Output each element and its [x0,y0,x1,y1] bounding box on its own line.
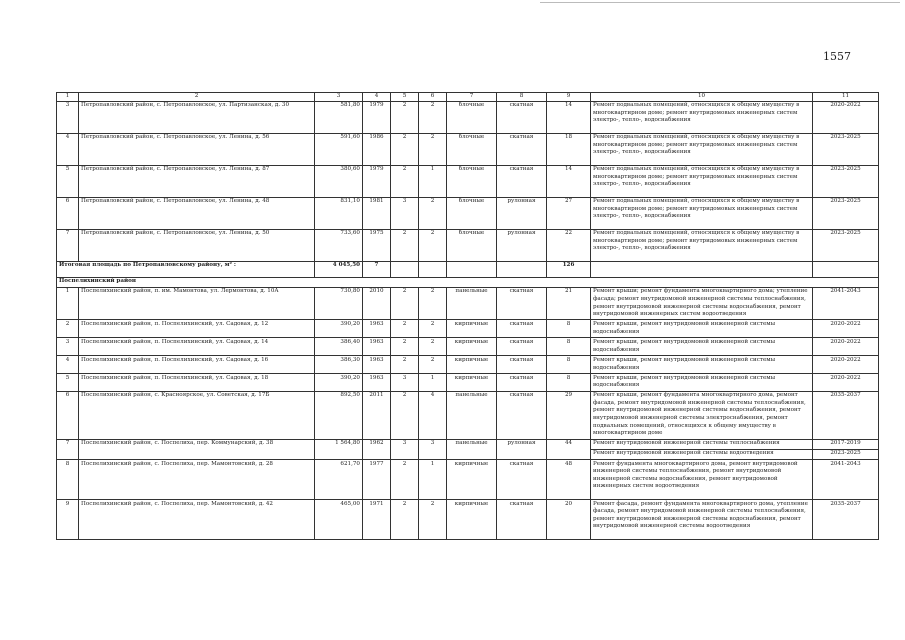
cell-res: 8 [547,373,591,391]
cell-addr: Поспелихинский район, с. Поспелиха, пер. Мамонтовский, д. 28 [79,459,315,499]
column-number-9: 9 [547,93,591,102]
cell-works: Ремонт подвальных помещений, относящихся к общему имуществу в многоквартирном доме; ремонт внутридомовых инженерных систем электро-, тепло-, водоснабжения [591,197,813,229]
cell-year: 1979 [363,165,391,197]
cell-area: 581,80 [315,101,363,133]
cell-year: 1981 [363,197,391,229]
cell-addr: Петропавловский район, с. Петропавловское, ул. Партизанская, д. 30 [79,101,315,133]
scan-edge-line [540,2,900,3]
cell-res: 14 [547,101,591,133]
column-number-6: 6 [419,93,447,102]
cell-floors: 2 [391,229,419,261]
cell-year: 1971 [363,499,391,539]
column-number-4: 4 [363,93,391,102]
cell-floors: 3 [391,373,419,391]
cell-n: 3 [57,338,79,356]
column-number-row [57,93,879,102]
cell-works: Ремонт внутридомовой инженерной системы теплоснабжения [591,439,813,449]
cell-roof: скатная [497,373,547,391]
cell-addr: Петропавловский район, с. Петропавловское, ул. Ленина, д. 56 [79,133,315,165]
cell-walls: блочные [447,101,497,133]
cell-works: Ремонт фундамента многоквартирного дома, ремонт внутридомовой инженерной системы теплоснабжения, ремонт внутридомовой инженерной системы водоснабжения, ремонт внутридомовой инженерных систем водоотведения [591,459,813,499]
table-row [57,101,879,133]
cell-res: 44 [547,439,591,459]
cell-area: 390,20 [315,373,363,391]
cell-area: 730,80 [315,287,363,320]
table-row [57,165,879,197]
table-row [57,356,879,374]
cell-addr: Поспелихинский район, п. им. Мамонтова, ул. Лермонтова, д. 10А [79,287,315,320]
cell-walls: панельные [447,439,497,459]
cell-roof: рулонная [497,197,547,229]
cell-addr: Поспелихинский район, с. Поспелиха, пер. Коммунарский, д. 38 [79,439,315,459]
cell-works: Ремонт подвальных помещений, относящихся к общему имуществу в многоквартирном доме; ремонт внутридомовых инженерных систем электро-, тепло-, водоснабжения [591,133,813,165]
cell-n: 6 [57,197,79,229]
table-row [57,373,879,391]
cell-addr: Поспелихинский район, с. Поспелиха, пер. Мамонтовский, д. 42 [79,499,315,539]
cell-ent: 2 [419,133,447,165]
cell-works: Ремонт крыши, ремонт внутридомовой инженерной системы водоснабжения [591,320,813,338]
cell-walls: кирпичные [447,499,497,539]
cell-walls: блочные [447,165,497,197]
cell-works: Ремонт крыши, ремонт внутридомовой инженерной системы водоснабжения [591,373,813,391]
cell-period: 2023-2025 [813,133,879,165]
cell-roof: скатная [497,320,547,338]
cell-area: 386,30 [315,356,363,374]
cell-walls: блочные [447,197,497,229]
section-title: Поспелихинский район [57,277,879,287]
cell-n: 3 [57,101,79,133]
cell-works: Ремонт крыши, ремонт внутридомовой инженерной системы водоснабжения [591,338,813,356]
cell-addr: Петропавловский район, с. Петропавловское, ул. Ленина, д. 87 [79,165,315,197]
cell-res: 20 [547,499,591,539]
cell-res: 21 [547,287,591,320]
column-number-10: 10 [591,93,813,102]
cell-works: Ремонт подвальных помещений, относящихся к общему имуществу в многоквартирном доме; ремонт внутридомовых инженерных систем электро-, тепло-, водоснабжения [591,165,813,197]
cell-area: 390,20 [315,320,363,338]
empty-cell [497,261,547,277]
cell-addr: Поспелихинский район, п. Поспелихинский, ул. Садовая, д. 14 [79,338,315,356]
page-number: 1557 [823,50,851,63]
cell-year: 1963 [363,356,391,374]
cell-period: 2023-2025 [813,229,879,261]
cell-works: Ремонт крыши; ремонт фундамента многоквартирного дома; утепление фасада; ремонт внутридомовой инженерной системы теплоснабжения, ремонт внутридомовой инженерной системы водоснабжения, ремонт внутридомовой инженерных систем водоотведения [591,287,813,320]
cell-year: 1963 [363,373,391,391]
cell-period: 2023-2025 [813,449,879,459]
cell-n: 7 [57,439,79,459]
cell-floors: 2 [391,356,419,374]
cell-floors: 3 [391,197,419,229]
cell-ent: 2 [419,320,447,338]
table-row [57,133,879,165]
cell-floors: 2 [391,165,419,197]
cell-floors: 2 [391,287,419,320]
cell-period: 2017-2019 [813,439,879,449]
cell-floors: 2 [391,320,419,338]
cell-period: 2041-2043 [813,459,879,499]
cell-year: 1986 [363,133,391,165]
cell-addr: Поспелихинский район, п. Поспелихинский, ул. Садовая, д. 12 [79,320,315,338]
cell-ent: 2 [419,356,447,374]
cell-walls: кирпичные [447,356,497,374]
cell-ent: 2 [419,101,447,133]
cell-ent: 2 [419,287,447,320]
column-number-3: 3 [315,93,363,102]
total-row [57,261,879,277]
table-row [57,320,879,338]
cell-addr: Петропавловский район, с. Петропавловское, ул. Ленина, д. 50 [79,229,315,261]
cell-n: 1 [57,287,79,320]
total-count: 7 [363,261,391,277]
cell-area: 733,60 [315,229,363,261]
cell-res: 18 [547,133,591,165]
cell-ent: 2 [419,499,447,539]
cell-walls: кирпичные [447,373,497,391]
cell-walls: кирпичные [447,338,497,356]
cell-res: 22 [547,229,591,261]
cell-period: 2041-2043 [813,287,879,320]
cell-roof: скатная [497,459,547,499]
cell-res: 8 [547,356,591,374]
cell-year: 1975 [363,229,391,261]
cell-area: 380,60 [315,165,363,197]
cell-period: 2020-2022 [813,373,879,391]
table-row [57,338,879,356]
cell-floors: 2 [391,391,419,439]
cell-addr: Поспелихинский район, с. Красноярское, ул. Советская, д. 17Б [79,391,315,439]
cell-res: 27 [547,197,591,229]
cell-area: 386,40 [315,338,363,356]
cell-area: 1 564,80 [315,439,363,459]
cell-floors: 3 [391,439,419,459]
column-number-5: 5 [391,93,419,102]
cell-area: 621,70 [315,459,363,499]
cell-addr: Поспелихинский район, п. Поспелихинский, ул. Садовая, д. 18 [79,373,315,391]
empty-cell [419,261,447,277]
cell-walls: блочные [447,229,497,261]
cell-res: 8 [547,320,591,338]
cell-ent: 2 [419,338,447,356]
cell-year: 2010 [363,287,391,320]
cell-ent: 3 [419,439,447,459]
table-row [57,287,879,320]
empty-cell [447,261,497,277]
cell-area: 892,50 [315,391,363,439]
cell-n: 9 [57,499,79,539]
cell-floors: 2 [391,133,419,165]
cell-floors: 2 [391,101,419,133]
column-number-11: 11 [813,93,879,102]
cell-period: 2023-2025 [813,165,879,197]
cell-year: 2011 [363,391,391,439]
total-residents: 126 [547,261,591,277]
cell-n: 2 [57,320,79,338]
cell-roof: скатная [497,133,547,165]
cell-year: 1963 [363,338,391,356]
cell-roof: скатная [497,356,547,374]
empty-cell [391,261,419,277]
cell-roof: рулонная [497,439,547,459]
column-number-2: 2 [79,93,315,102]
table-row [57,499,879,539]
cell-ent: 1 [419,373,447,391]
cell-walls: панельные [447,391,497,439]
cell-roof: скатная [497,287,547,320]
cell-n: 6 [57,391,79,439]
cell-res: 48 [547,459,591,499]
column-number-1: 1 [57,93,79,102]
cell-ent: 4 [419,391,447,439]
cell-period: 2020-2022 [813,338,879,356]
cell-works: Ремонт фасада, ремонт фундамента многоквартирного дома, утепление фасада, ремонт внутридомовой инженерной системы теплоснабжения, ремонт внутридомовой инженерной системы водоснабжения, ремонт внутридомовой инженерной системы водоотведения [591,499,813,539]
cell-period: 2020-2022 [813,356,879,374]
cell-period: 2023-2025 [813,197,879,229]
cell-works: Ремонт крыши, ремонт внутридомовой инженерной системы водоснабжения [591,356,813,374]
table-row [57,197,879,229]
cell-ent: 2 [419,229,447,261]
cell-works: Ремонт подвальных помещений, относящихся к общему имуществу в многоквартирном доме; ремонт внутридомовых инженерных систем электро-, тепло-, водоснабжения [591,101,813,133]
cell-res: 29 [547,391,591,439]
cell-ent: 1 [419,165,447,197]
cell-roof: скатная [497,165,547,197]
housing-repair-table [56,92,879,540]
cell-walls: кирпичные [447,459,497,499]
cell-walls: панельные [447,287,497,320]
table-row [57,391,879,439]
cell-area: 591,60 [315,133,363,165]
cell-res: 14 [547,165,591,197]
cell-roof: рулонная [497,229,547,261]
cell-works: Ремонт внутридомовой инженерной системы водоотведения [591,449,813,459]
cell-n: 4 [57,133,79,165]
cell-floors: 2 [391,459,419,499]
cell-res: 8 [547,338,591,356]
cell-addr: Поспелихинский район, п. Поспелихинский, ул. Садовая, д. 16 [79,356,315,374]
cell-period: 2020-2022 [813,320,879,338]
cell-area: 465,00 [315,499,363,539]
column-number-7: 7 [447,93,497,102]
table-row [57,439,879,449]
cell-period: 2035-2037 [813,499,879,539]
cell-n: 7 [57,229,79,261]
cell-ent: 2 [419,197,447,229]
cell-works: Ремонт крыши, ремонт фундамента многоквартирного дома, ремонт фасада, ремонт внутридомовой инженерной системы теплоснабжения, ремонт внутридомовой инженерной системы водоснабжения, ремонт внутридомовой инженерной системы электроснабжения, ремонт подвальных помещений, относящихся к общему имуществу в многоквартирном доме [591,391,813,439]
cell-walls: блочные [447,133,497,165]
cell-year: 1962 [363,439,391,459]
table-row [57,229,879,261]
empty-cell [813,261,879,277]
cell-roof: скатная [497,499,547,539]
cell-roof: скатная [497,338,547,356]
cell-n: 8 [57,459,79,499]
cell-n: 5 [57,373,79,391]
cell-addr: Петропавловский район, с. Петропавловское, ул. Ленина, д. 48 [79,197,315,229]
cell-year: 1977 [363,459,391,499]
cell-year: 1963 [363,320,391,338]
cell-walls: кирпичные [447,320,497,338]
section-row [57,277,879,287]
total-area: 4 045,50 [315,261,363,277]
cell-ent: 1 [419,459,447,499]
table-row [57,459,879,499]
total-label: Итоговая площадь по Петропавловскому району, м² : [57,261,315,277]
column-number-8: 8 [497,93,547,102]
cell-floors: 2 [391,338,419,356]
cell-n: 4 [57,356,79,374]
empty-cell [591,261,813,277]
cell-roof: скатная [497,101,547,133]
cell-period: 2020-2022 [813,101,879,133]
cell-roof: скатная [497,391,547,439]
cell-year: 1979 [363,101,391,133]
cell-n: 5 [57,165,79,197]
cell-floors: 2 [391,499,419,539]
cell-area: 831,10 [315,197,363,229]
cell-works: Ремонт подвальных помещений, относящихся к общему имуществу в многоквартирном доме; ремонт внутридомовых инженерных систем электро-, тепло-, водоснабжения [591,229,813,261]
cell-period: 2035-2037 [813,391,879,439]
